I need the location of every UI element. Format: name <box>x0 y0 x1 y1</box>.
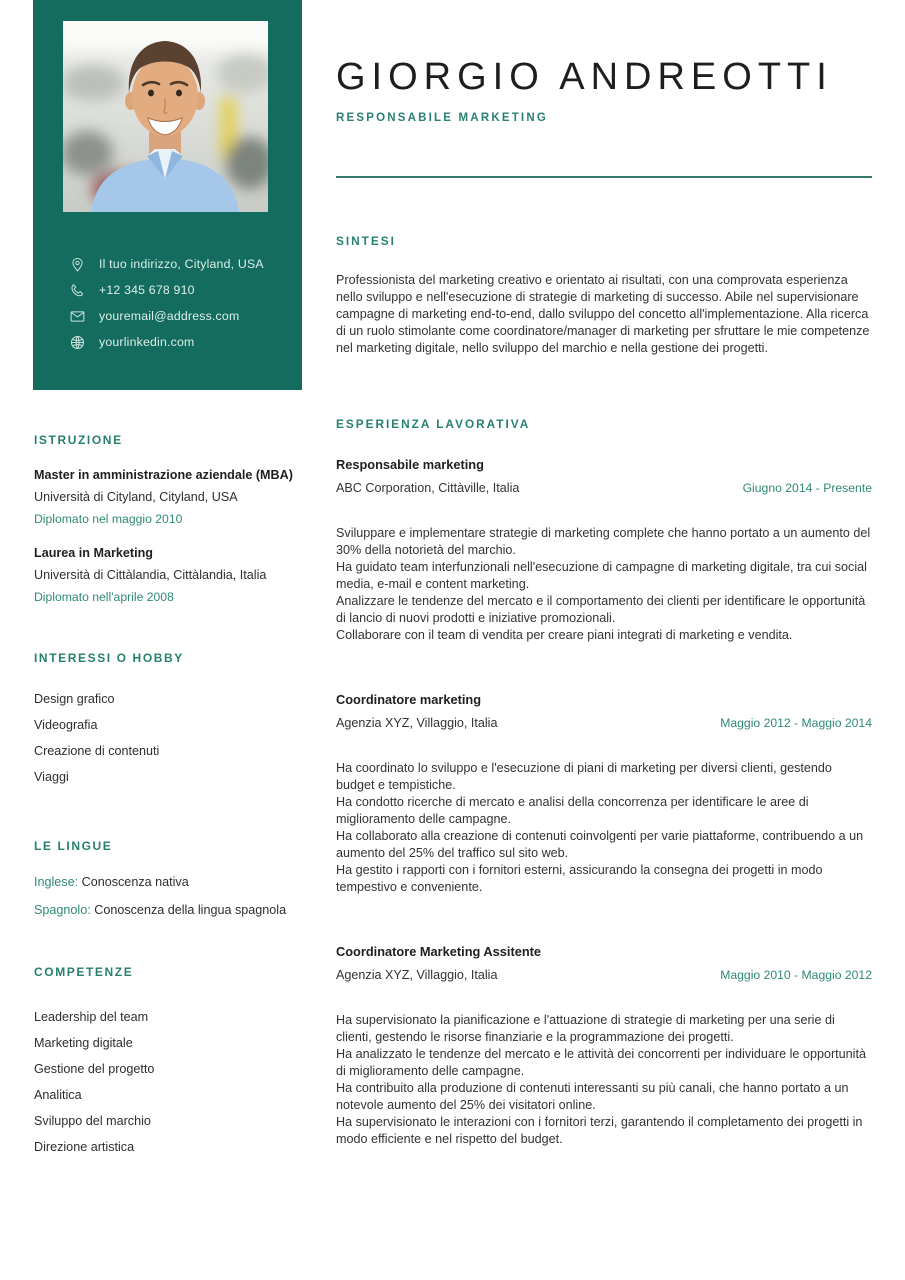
language-item <box>34 876 304 889</box>
contact-row-phone <box>69 277 289 303</box>
hobby-item: Viaggi <box>34 770 69 784</box>
phone-icon <box>69 282 86 299</box>
skill-item: Gestione del progetto <box>34 1062 155 1076</box>
profile-photo <box>63 21 268 212</box>
contact-row-address <box>69 251 289 277</box>
main-column <box>336 0 872 1148</box>
hobbies-heading: INTERESSI O HOBBY <box>34 651 184 665</box>
job-dates: Giugno 2014 - Presente <box>742 481 872 495</box>
contact-list <box>69 251 289 355</box>
job-meta <box>336 968 872 982</box>
job-description-line: Ha condotto ricerche di mercato e analisi della concorrenza per identificare le aree di miglioramento delle campagne. <box>336 795 809 826</box>
contact-address-text: Il tuo indirizzo, Cityland, USA <box>99 257 264 271</box>
education-item <box>34 546 304 604</box>
language-level: Conoscenza nativa <box>81 875 189 889</box>
job-company: Agenzia XYZ, Villaggio, Italia <box>336 716 498 730</box>
job-description <box>336 1012 872 1148</box>
job-meta <box>336 716 872 730</box>
job-description-line: Ha supervisionato la pianificazione e l'attuazione di strategie di marketing per una serie di clienti, gestendo le risorse finanziarie e la programmazione dei progetti. <box>336 1013 835 1044</box>
language-name: Inglese: <box>34 875 79 889</box>
skill-item: Direzione artistica <box>34 1140 135 1154</box>
summary-text: Professionista del marketing creativo e orientato ai risultati, con una comprovata esperienza nello sviluppo e nell'esecuzione di strategie di marketing di successo. Abile nel supervisionare campagne di marketing end-to-end, dallo sviluppo del concetto all'implementazione. Alla ricerca di un ruolo stimolante come coordinatore/manager di marketing per sfruttare le mie competenze nel marketing digitale, nello sviluppo del marchio e nella gestione dei progetti. <box>336 273 870 355</box>
education-date: Diplomato nell'aprile 2008 <box>34 590 174 604</box>
skill-item: Leadership del team <box>34 1010 149 1024</box>
job-entry <box>336 692 872 896</box>
education-item <box>34 468 304 526</box>
job-dates: Maggio 2010 - Maggio 2012 <box>720 968 872 982</box>
contact-phone-text: +12 345 678 910 <box>99 283 195 297</box>
job-description-line: Ha gestito i rapporti con i fornitori esterni, assicurando la consegna dei progetti in modo tempestivo e conveniente. <box>336 863 823 894</box>
job-title: Coordinatore marketing <box>336 692 482 707</box>
languages-list <box>34 876 304 917</box>
envelope-icon <box>69 308 86 325</box>
skill-item: Marketing digitale <box>34 1036 133 1050</box>
job-description-line: Collaborare con il team di vendita per creare piani integrati di marketing e vendita. <box>336 628 793 642</box>
header-divider <box>336 176 872 178</box>
summary-heading: SINTESI <box>336 234 396 248</box>
job-description-line: Ha guidato team interfunzionali nell'esecuzione di campagne di marketing digitale, tra cui social media, e-mail e content marketing. <box>336 560 867 591</box>
job-entry <box>336 457 872 644</box>
job-description-line: Ha contribuito alla produzione di contenuti interessanti su più canali, che hanno portato a un notevole aumento del 25% dei visitatori online. <box>336 1081 849 1112</box>
hobby-item: Videografia <box>34 718 98 732</box>
languages-heading: LE LINGUE <box>34 839 113 853</box>
job-title: Responsabile marketing <box>336 457 484 472</box>
hobby-item: Creazione di contenuti <box>34 744 160 758</box>
language-level: Conoscenza della lingua spagnola <box>94 903 287 917</box>
job-description-line: Analizzare le tendenze del mercato e il comportamento dei clienti per identificare le opportunità di lancio di nuovi prodotti e iniziative promozionali. <box>336 594 866 625</box>
skill-item: Analitica <box>34 1088 82 1102</box>
language-item <box>34 904 304 917</box>
job-description <box>336 760 872 896</box>
hobby-item: Design grafico <box>34 692 115 706</box>
skill-item: Sviluppo del marchio <box>34 1114 151 1128</box>
language-name: Spagnolo: <box>34 903 91 917</box>
job-description-line: Ha collaborato alla creazione di contenuti coinvolgenti per varie piattaforme, contribuendo a un aumento del 25% del traffico sul sito web. <box>336 829 864 860</box>
contact-row-website <box>69 329 289 355</box>
job-entry <box>336 944 872 1148</box>
job-company: Agenzia XYZ, Villaggio, Italia <box>336 968 498 982</box>
job-dates: Maggio 2012 - Maggio 2014 <box>720 716 872 730</box>
left-column <box>34 430 304 1167</box>
job-meta <box>336 481 872 495</box>
education-heading: ISTRUZIONE <box>34 433 123 447</box>
job-description-line: Ha analizzato le tendenze del mercato e le attività dei concorrenti per individuare le opportunità di miglioramento delle campagne. <box>336 1047 866 1078</box>
globe-icon <box>69 334 86 351</box>
experience-heading: ESPERIENZA LAVORATIVA <box>336 417 531 431</box>
education-school: Università di Cityland, Cityland, USA <box>34 490 238 504</box>
education-school: Università di Cittàlandia, Cittàlandia, Italia <box>34 568 267 582</box>
contact-email-text: youremail@address.com <box>99 309 240 323</box>
skills-heading: COMPETENZE <box>34 965 134 979</box>
contact-row-email <box>69 303 289 329</box>
education-degree: Master in amministrazione aziendale (MBA) <box>34 468 293 482</box>
education-date: Diplomato nel maggio 2010 <box>34 512 183 526</box>
hobbies-list <box>34 693 304 784</box>
person-title: RESPONSABILE MARKETING <box>336 112 548 124</box>
job-description-line: Sviluppare e implementare strategie di marketing complete che hanno portato a un aumento del 30% della notorietà del marchio. <box>336 526 871 557</box>
contact-website-text: yourlinkedin.com <box>99 335 195 349</box>
job-description <box>336 525 872 644</box>
profile-photo-illustration <box>63 21 268 212</box>
education-degree: Laurea in Marketing <box>34 546 153 560</box>
job-description-line: Ha supervisionato le interazioni con i fornitori terzi, garantendo il completamento dei progetti in modo efficiente e nel rispetto del budget. <box>336 1115 863 1146</box>
job-title: Coordinatore Marketing Assitente <box>336 944 542 959</box>
sidebar-panel <box>33 0 302 390</box>
job-description-line: Ha coordinato lo sviluppo e l'esecuzione di piani di marketing per diversi clienti, gestendo budget e tempistiche. <box>336 761 832 792</box>
skills-list <box>34 1011 304 1154</box>
person-name: GIORGIO ANDREOTTI <box>336 56 833 98</box>
job-company: ABC Corporation, Cittàville, Italia <box>336 481 520 495</box>
location-pin-icon <box>69 256 86 273</box>
